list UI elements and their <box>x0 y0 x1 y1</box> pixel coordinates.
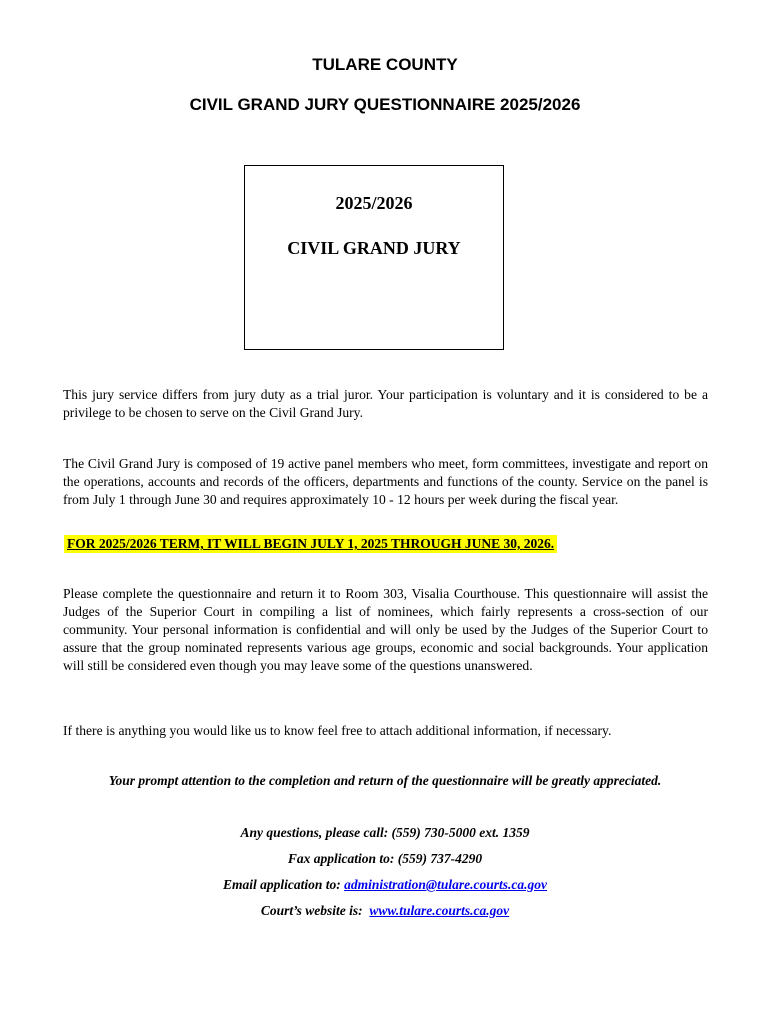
website-link[interactable]: www.tulare.courts.ca.gov <box>369 903 510 918</box>
instructions-paragraph: Please complete the questionnaire and return it to Room 303, Visalia Courthouse. This questionnaire will assist the Judges of the Superior Court in compiling a list of nominees, which fairly represents a cross-section of our community. Your personal information is confidential and will only be used by the Judges of the Superior Court to assure that the group nominated represents various age groups, economic and social backgrounds. Your application will still be considered even though you may leave some of the questions unanswered. <box>63 586 708 673</box>
phone-line: Any questions, please call: (559) 730-5000 ext. 1359 <box>240 825 530 840</box>
term-notice: FOR 2025/2026 TERM, IT WILL BEGIN JULY 1, 2025 THROUGH JUNE 30, 2026. <box>64 535 557 553</box>
website-label: Court’s website is: <box>260 903 370 918</box>
title-box <box>244 165 504 350</box>
intro-paragraph: This jury service differs from jury duty as a trial juror. Your participation is voluntary and it is considered to be a privilege to be chosen to serve on the Civil Grand Jury. <box>63 387 708 420</box>
questionnaire-title: CIVIL GRAND JURY QUESTIONNAIRE 2025/2026 <box>189 95 581 114</box>
composition-paragraph: The Civil Grand Jury is composed of 19 active panel members who meet, form committees, investigate and report on the operations, accounts and records of the officers, departments and functions of the county. Service on the panel is from July 1 through June 30 and requires approximately 10 - 12 hours per week during the fiscal year. <box>63 456 708 507</box>
additional-info-paragraph: If there is anything you would like us to know feel free to attach additional information, if necessary. <box>63 723 612 738</box>
website-line <box>0 902 770 920</box>
box-year: 2025/2026 <box>335 193 413 213</box>
fax-line: Fax application to: (559) 737-4290 <box>287 851 483 866</box>
email-link[interactable]: administration@tulare.courts.ca.gov <box>344 877 548 892</box>
email-line <box>0 876 770 894</box>
county-title: TULARE COUNTY <box>312 55 458 74</box>
email-label: Email application to: <box>222 877 345 892</box>
box-label: CIVIL GRAND JURY <box>287 238 461 258</box>
closing-note: Your prompt attention to the completion and return of the questionnaire will be greatly appreciated. <box>108 773 662 788</box>
